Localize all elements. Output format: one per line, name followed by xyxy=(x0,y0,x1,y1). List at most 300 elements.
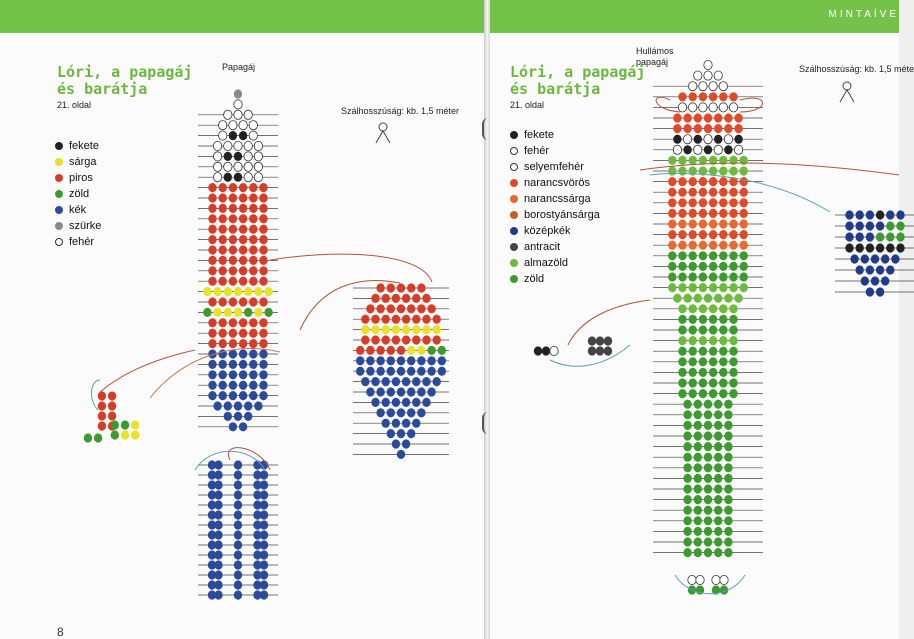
bead xyxy=(714,453,722,462)
bead xyxy=(224,173,232,182)
bead xyxy=(856,210,864,219)
bead xyxy=(234,141,242,150)
bead xyxy=(704,484,712,493)
bead xyxy=(224,162,232,171)
bead xyxy=(422,294,430,303)
bead xyxy=(689,283,697,292)
bead xyxy=(714,537,722,546)
bead xyxy=(886,210,894,219)
bead xyxy=(356,367,364,376)
bead xyxy=(689,188,697,197)
bead xyxy=(881,254,889,263)
bead xyxy=(678,251,686,260)
bead xyxy=(376,387,384,396)
bead xyxy=(259,349,267,358)
bead xyxy=(709,315,717,324)
bead xyxy=(709,241,717,250)
bead xyxy=(856,221,864,230)
bead xyxy=(683,442,691,451)
bead xyxy=(729,156,737,165)
bead xyxy=(729,209,737,218)
bead xyxy=(668,251,676,260)
bead xyxy=(229,381,237,390)
bead xyxy=(709,357,717,366)
bead xyxy=(714,400,722,409)
thread-line xyxy=(100,350,195,392)
bead xyxy=(683,294,691,303)
bead xyxy=(740,209,748,218)
bead xyxy=(678,283,686,292)
bead xyxy=(214,540,222,549)
bead xyxy=(382,377,390,386)
bead xyxy=(678,230,686,239)
legend-label: sárga xyxy=(69,156,97,168)
bead xyxy=(704,113,712,122)
bead xyxy=(371,377,379,386)
bead xyxy=(896,210,904,219)
bead xyxy=(208,339,216,348)
bead xyxy=(683,474,691,483)
bead xyxy=(234,460,242,469)
bead xyxy=(740,251,748,260)
bead xyxy=(689,230,697,239)
bead xyxy=(729,304,737,313)
bead xyxy=(376,367,384,376)
bead xyxy=(699,103,707,112)
bead xyxy=(260,550,268,559)
bead xyxy=(714,495,722,504)
bead xyxy=(259,370,267,379)
legend-label: selyemfehér xyxy=(524,161,584,173)
bead xyxy=(219,297,227,306)
bead xyxy=(229,256,237,265)
bead xyxy=(724,294,732,303)
bead xyxy=(376,356,384,365)
bead xyxy=(704,124,712,133)
bead xyxy=(239,245,247,254)
bead xyxy=(234,152,242,161)
bead xyxy=(219,277,227,286)
bead xyxy=(683,410,691,419)
bead xyxy=(720,575,728,584)
bead xyxy=(699,272,707,281)
bead xyxy=(387,283,395,292)
bead xyxy=(673,135,681,144)
bead xyxy=(229,277,237,286)
bead xyxy=(229,204,237,213)
bead xyxy=(412,377,420,386)
bead xyxy=(876,232,884,241)
bead xyxy=(719,304,727,313)
bead xyxy=(699,219,707,228)
bead xyxy=(213,141,221,150)
bead xyxy=(219,131,227,140)
bead xyxy=(678,272,686,281)
legend-label: középkék xyxy=(524,225,571,237)
bead xyxy=(407,387,415,396)
bead xyxy=(714,484,722,493)
bead xyxy=(689,347,697,356)
bead xyxy=(249,360,257,369)
bead xyxy=(219,381,227,390)
bead xyxy=(678,241,686,250)
bead xyxy=(361,335,369,344)
bead xyxy=(249,204,257,213)
bead xyxy=(709,103,717,112)
bead xyxy=(229,225,237,234)
bead xyxy=(709,368,717,377)
bead xyxy=(239,318,247,327)
bead xyxy=(249,318,257,327)
bead xyxy=(108,401,116,410)
bead xyxy=(361,377,369,386)
bead xyxy=(397,304,405,313)
bead xyxy=(704,474,712,483)
bead xyxy=(724,421,732,430)
bead xyxy=(678,389,686,398)
bead xyxy=(596,346,604,355)
bead xyxy=(260,480,268,489)
bead xyxy=(709,177,717,186)
bead xyxy=(678,156,686,165)
bead xyxy=(861,254,869,263)
pin-icon xyxy=(843,82,851,90)
legend-label: zöld xyxy=(69,188,90,200)
bead xyxy=(709,198,717,207)
bead xyxy=(402,335,410,344)
bead xyxy=(260,470,268,479)
bead xyxy=(259,225,267,234)
bead xyxy=(249,131,257,140)
bead xyxy=(861,276,869,285)
bead xyxy=(433,335,441,344)
bead xyxy=(724,527,732,536)
bead xyxy=(213,287,221,296)
bead xyxy=(876,287,884,296)
bead xyxy=(729,219,737,228)
bead xyxy=(229,339,237,348)
bead xyxy=(244,412,252,421)
bead xyxy=(438,367,446,376)
legend-label: fekete xyxy=(524,129,554,141)
bead xyxy=(249,381,257,390)
bead xyxy=(704,145,712,154)
bead xyxy=(673,124,681,133)
bead xyxy=(724,135,732,144)
bead xyxy=(412,294,420,303)
bead xyxy=(234,550,242,559)
bead xyxy=(683,453,691,462)
bead xyxy=(694,474,702,483)
bead xyxy=(264,287,272,296)
bead xyxy=(678,188,686,197)
bead xyxy=(709,251,717,260)
bead xyxy=(219,121,227,130)
bead xyxy=(709,166,717,175)
bead xyxy=(704,421,712,430)
bead xyxy=(219,225,227,234)
bead xyxy=(356,346,364,355)
bead xyxy=(724,537,732,546)
bead xyxy=(234,520,242,529)
bead xyxy=(724,548,732,557)
bead xyxy=(234,590,242,599)
bead xyxy=(229,183,237,192)
bead xyxy=(876,243,884,252)
bead xyxy=(239,422,247,431)
bead xyxy=(709,188,717,197)
bead xyxy=(224,152,232,161)
bead xyxy=(249,214,257,223)
bead xyxy=(896,221,904,230)
bead xyxy=(704,60,712,69)
bead xyxy=(734,113,742,122)
left-figure-label: Papagáj xyxy=(222,62,256,72)
bead xyxy=(724,484,732,493)
left-thread-length: Szálhosszúság: kb. 1,5 méter xyxy=(341,106,460,116)
bead xyxy=(699,357,707,366)
bead xyxy=(714,421,722,430)
bead xyxy=(402,325,410,334)
bead xyxy=(219,339,227,348)
pin-icon xyxy=(376,131,390,143)
bead xyxy=(704,431,712,440)
bead xyxy=(239,256,247,265)
bead xyxy=(724,474,732,483)
bead xyxy=(422,335,430,344)
bead xyxy=(689,241,697,250)
bead xyxy=(234,540,242,549)
bead xyxy=(689,103,697,112)
bead xyxy=(376,304,384,313)
bead xyxy=(689,209,697,218)
bead xyxy=(239,225,247,234)
bead xyxy=(694,506,702,515)
bead xyxy=(689,336,697,345)
bead xyxy=(259,245,267,254)
bead xyxy=(224,141,232,150)
bead xyxy=(214,590,222,599)
bead xyxy=(886,232,894,241)
bead xyxy=(678,378,686,387)
bead xyxy=(719,378,727,387)
thread-line xyxy=(270,254,432,282)
bead xyxy=(239,131,247,140)
bead xyxy=(427,356,435,365)
bead xyxy=(239,214,247,223)
bead xyxy=(254,162,262,171)
bead xyxy=(214,510,222,519)
bead xyxy=(427,304,435,313)
bead xyxy=(397,408,405,417)
bead xyxy=(699,177,707,186)
bead xyxy=(704,527,712,536)
bead xyxy=(699,209,707,218)
bead xyxy=(402,377,410,386)
bead xyxy=(244,173,252,182)
bead xyxy=(673,294,681,303)
bead xyxy=(740,241,748,250)
bead xyxy=(397,283,405,292)
bead xyxy=(704,516,712,525)
bead xyxy=(724,453,732,462)
bead xyxy=(719,241,727,250)
bead xyxy=(719,389,727,398)
bead xyxy=(260,590,268,599)
bead xyxy=(214,520,222,529)
bead xyxy=(740,262,748,271)
bead xyxy=(259,277,267,286)
bead xyxy=(704,71,712,80)
bead xyxy=(254,308,262,317)
bead xyxy=(719,251,727,260)
legend-label: zöld xyxy=(524,273,545,285)
bead xyxy=(224,412,232,421)
bead xyxy=(704,548,712,557)
bead xyxy=(683,463,691,472)
bead xyxy=(234,110,242,119)
bead xyxy=(683,145,691,154)
bead xyxy=(704,506,712,515)
bead xyxy=(214,500,222,509)
bead xyxy=(694,113,702,122)
bead xyxy=(244,287,252,296)
bead xyxy=(422,325,430,334)
bead xyxy=(229,318,237,327)
bead xyxy=(678,347,686,356)
bead xyxy=(249,193,257,202)
bead xyxy=(740,198,748,207)
bead xyxy=(208,277,216,286)
bead xyxy=(709,325,717,334)
bead xyxy=(438,356,446,365)
bead xyxy=(249,256,257,265)
bead xyxy=(845,243,853,252)
bead xyxy=(689,92,697,101)
bead xyxy=(213,401,221,410)
bead xyxy=(678,92,686,101)
bead xyxy=(719,315,727,324)
bead xyxy=(719,325,727,334)
bead xyxy=(417,408,425,417)
bead xyxy=(239,183,247,192)
bead xyxy=(259,183,267,192)
bead xyxy=(229,235,237,244)
bead xyxy=(724,410,732,419)
bead xyxy=(361,315,369,324)
bead xyxy=(239,204,247,213)
bead xyxy=(397,429,405,438)
bead xyxy=(387,346,395,355)
bead xyxy=(678,368,686,377)
bead xyxy=(694,463,702,472)
bead xyxy=(239,193,247,202)
bead xyxy=(712,575,720,584)
bead xyxy=(719,262,727,271)
bead xyxy=(208,266,216,275)
legend-label: fehér xyxy=(69,236,95,248)
bead xyxy=(214,460,222,469)
bead xyxy=(249,329,257,338)
bead xyxy=(694,548,702,557)
bead xyxy=(387,408,395,417)
bead xyxy=(387,367,395,376)
bead xyxy=(683,516,691,525)
bead xyxy=(886,221,894,230)
bead xyxy=(229,360,237,369)
bead xyxy=(729,198,737,207)
bead xyxy=(886,265,894,274)
bead xyxy=(208,391,216,400)
bead xyxy=(704,463,712,472)
bead xyxy=(392,294,400,303)
bead xyxy=(694,527,702,536)
bead xyxy=(729,389,737,398)
thread-line xyxy=(675,575,745,594)
bead xyxy=(417,283,425,292)
bead xyxy=(714,294,722,303)
bead xyxy=(259,266,267,275)
bead xyxy=(699,82,707,91)
bead xyxy=(234,89,242,98)
bead xyxy=(699,304,707,313)
bead xyxy=(371,294,379,303)
bead xyxy=(689,166,697,175)
bead xyxy=(689,219,697,228)
bead xyxy=(249,297,257,306)
bead xyxy=(249,349,257,358)
bead xyxy=(709,92,717,101)
bead xyxy=(208,318,216,327)
bead xyxy=(392,398,400,407)
bead xyxy=(249,183,257,192)
bead xyxy=(719,188,727,197)
bead xyxy=(371,335,379,344)
right-figure-label: Hullámos papagáj xyxy=(636,46,674,67)
bead xyxy=(668,230,676,239)
bead xyxy=(689,82,697,91)
bead xyxy=(249,339,257,348)
bead xyxy=(704,442,712,451)
bead xyxy=(896,232,904,241)
bead xyxy=(704,453,712,462)
bead xyxy=(249,225,257,234)
bead xyxy=(208,297,216,306)
bead xyxy=(208,370,216,379)
bead xyxy=(876,210,884,219)
bead xyxy=(719,336,727,345)
bead xyxy=(729,103,737,112)
bead xyxy=(729,368,737,377)
bead xyxy=(213,162,221,171)
bead xyxy=(729,188,737,197)
header-ribbon: MINTAÍVE xyxy=(819,4,899,26)
bead xyxy=(402,398,410,407)
bead xyxy=(678,336,686,345)
bead xyxy=(229,370,237,379)
bead xyxy=(371,398,379,407)
bead xyxy=(694,442,702,451)
bead xyxy=(683,495,691,504)
bead xyxy=(121,420,129,429)
bead xyxy=(694,421,702,430)
bead xyxy=(397,346,405,355)
bead xyxy=(214,530,222,539)
bead xyxy=(208,329,216,338)
bead xyxy=(714,113,722,122)
bead xyxy=(694,145,702,154)
bead xyxy=(588,336,596,345)
